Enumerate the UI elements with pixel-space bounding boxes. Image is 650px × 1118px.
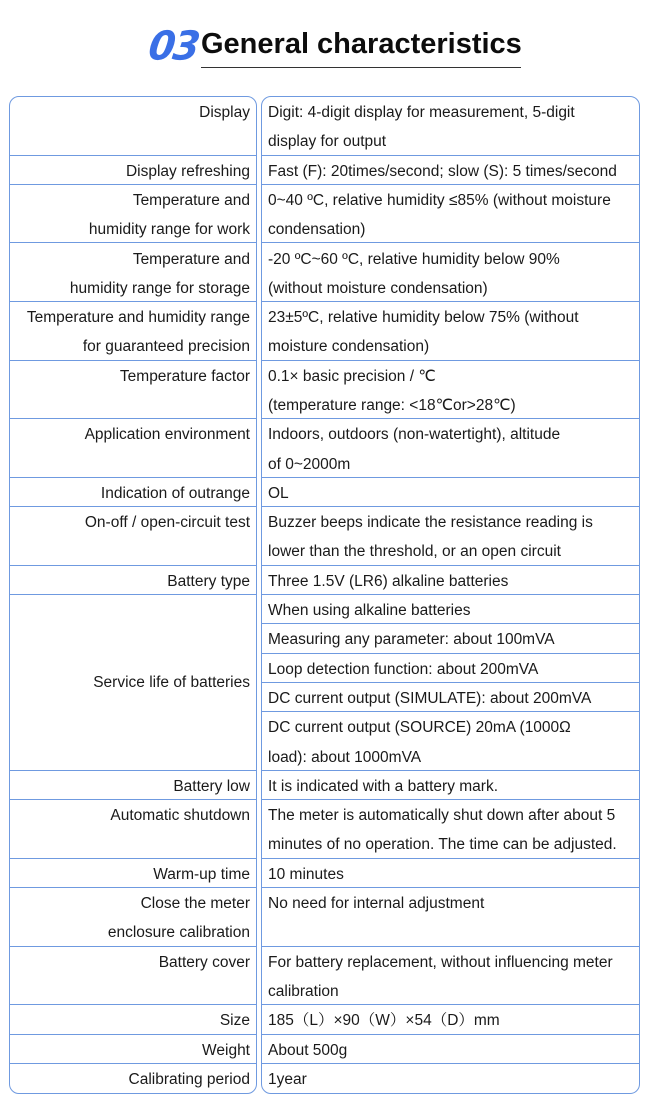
spec-value: moisture condensation) <box>268 338 430 356</box>
spec-value: (without moisture condensation) <box>268 279 488 297</box>
spec-row-label <box>10 507 256 566</box>
spec-row-label <box>10 1035 256 1064</box>
spec-value: Buzzer beeps indicate the resistance reading is <box>268 514 593 532</box>
spec-value: of 0~2000m <box>268 455 351 473</box>
spec-row-label <box>10 800 256 859</box>
spec-row-label <box>10 478 256 507</box>
section-number: 03 <box>145 22 202 70</box>
spec-value: condensation) <box>268 221 366 239</box>
spec-label: Temperature and <box>132 191 250 209</box>
spec-value: Measuring any parameter: about 100mVA <box>268 631 555 649</box>
spec-value: minutes of no operation. The time can be adjusted. <box>268 836 617 854</box>
spec-row-label <box>10 419 256 478</box>
spec-label: Temperature and humidity range <box>26 309 250 327</box>
spec-row-label <box>10 1005 256 1034</box>
spec-label: Warm-up time <box>153 865 250 883</box>
spec-value: 10 minutes <box>268 865 344 883</box>
spec-row-label <box>10 888 256 947</box>
spec-row-subvalue <box>262 624 639 653</box>
spec-label: Display refreshing <box>125 162 250 180</box>
spec-row-label <box>10 244 256 303</box>
spec-value: lower than the threshold, or an open circuit <box>268 543 561 561</box>
spec-value: OL <box>268 484 289 502</box>
spec-label: Automatic shutdown <box>110 807 250 825</box>
spec-row-value <box>262 302 639 361</box>
section-title: General characteristics <box>201 28 522 60</box>
spec-value: calibration <box>268 982 339 1000</box>
spec-values-panel <box>261 96 640 1094</box>
spec-row-label <box>10 771 256 800</box>
spec-value: DC current output (SOURCE) 20mA (1000Ω <box>268 719 571 737</box>
spec-label: Application environment <box>84 426 250 444</box>
spec-value: The meter is automatically shut down after about 5 <box>268 807 616 825</box>
spec-row-value <box>262 1035 639 1064</box>
spec-value: 0~40 ºC, relative humidity ≤85% (without moisture <box>268 191 611 209</box>
spec-row-value <box>262 97 639 156</box>
spec-row-value <box>262 859 639 888</box>
spec-row-value <box>262 507 639 566</box>
spec-row-label <box>10 361 256 420</box>
spec-value: 185（L）×90（W）×54（D）mm <box>268 1012 500 1030</box>
spec-value: load): about 1000mVA <box>268 748 422 766</box>
spec-label: Battery type <box>167 572 250 590</box>
spec-row-label <box>10 156 256 185</box>
spec-value: For battery replacement, without influencing meter <box>268 953 613 971</box>
spec-row-value <box>262 888 639 947</box>
spec-row-value <box>262 771 639 800</box>
spec-label: Display <box>199 104 250 121</box>
spec-row-value <box>262 478 639 507</box>
spec-row-label <box>10 302 256 361</box>
spec-label: humidity range for storage <box>69 279 250 297</box>
spec-value: DC current output (SIMULATE): about 200mVA <box>268 690 592 707</box>
spec-label: for guaranteed precision <box>82 338 250 356</box>
spec-value: When using alkaline batteries <box>268 602 471 620</box>
spec-row-subvalue <box>262 683 639 712</box>
spec-row-value <box>262 156 639 185</box>
spec-label: Size <box>219 1012 250 1030</box>
spec-label: Weight <box>202 1041 250 1059</box>
spec-row-label <box>10 185 256 244</box>
spec-label: humidity range for work <box>88 221 250 239</box>
spec-row-value <box>262 419 639 478</box>
spec-value: Digit: 4-digit display for measurement, 5-digit <box>268 104 575 121</box>
spec-label: Service life of batteries <box>93 674 250 692</box>
spec-label: Temperature and <box>132 250 250 268</box>
spec-row-label <box>10 97 256 156</box>
spec-row-label <box>10 595 256 771</box>
spec-value: 0.1× basic precision / ℃ <box>268 367 436 385</box>
spec-label: Battery low <box>173 777 250 795</box>
spec-value: Fast (F): 20times/second; slow (S): 5 times/second <box>268 162 617 180</box>
spec-labels-panel <box>9 96 257 1094</box>
spec-row-subvalue <box>262 712 639 771</box>
spec-row-value <box>262 361 639 420</box>
spec-value: 1year <box>268 1070 307 1088</box>
spec-value: No need for internal adjustment <box>268 895 485 913</box>
spec-row-subvalue <box>262 595 639 624</box>
spec-value: 23±5ºC, relative humidity below 75% (without <box>268 309 579 327</box>
spec-label: Battery cover <box>158 953 250 971</box>
section-header <box>0 22 650 72</box>
spec-row-value <box>262 244 639 303</box>
spec-label: enclosure calibration <box>107 924 250 942</box>
spec-row-label <box>10 947 256 1006</box>
spec-value: Three 1.5V (LR6) alkaline batteries <box>268 572 509 590</box>
spec-row-label <box>10 566 256 595</box>
spec-row-value <box>262 185 639 244</box>
title-underline <box>201 67 521 68</box>
spec-row-value <box>262 1064 639 1093</box>
spec-row-subvalue <box>262 654 639 683</box>
spec-row-value <box>262 947 639 1006</box>
spec-row-value <box>262 800 639 859</box>
spec-label: Indication of outrange <box>100 484 250 502</box>
spec-row-value <box>262 566 639 595</box>
spec-value: Loop detection function: about 200mVA <box>268 660 539 678</box>
spec-value: About 500g <box>268 1041 348 1059</box>
spec-label: On-off / open-circuit test <box>84 514 250 532</box>
spec-row-label <box>10 859 256 888</box>
spec-value: (temperature range: <18℃or>28℃) <box>268 396 516 414</box>
spec-value: display for output <box>268 133 387 151</box>
spec-label: Close the meter <box>140 895 250 913</box>
spec-row-value <box>262 1005 639 1034</box>
spec-row-label <box>10 1064 256 1093</box>
spec-label: Calibrating period <box>128 1070 250 1088</box>
spec-label: Temperature factor <box>119 367 250 385</box>
spec-value: Indoors, outdoors (non-watertight), altitude <box>268 426 561 444</box>
spec-value: -20 ºC~60 ºC, relative humidity below 90% <box>268 250 560 268</box>
spec-value: It is indicated with a battery mark. <box>268 777 499 795</box>
